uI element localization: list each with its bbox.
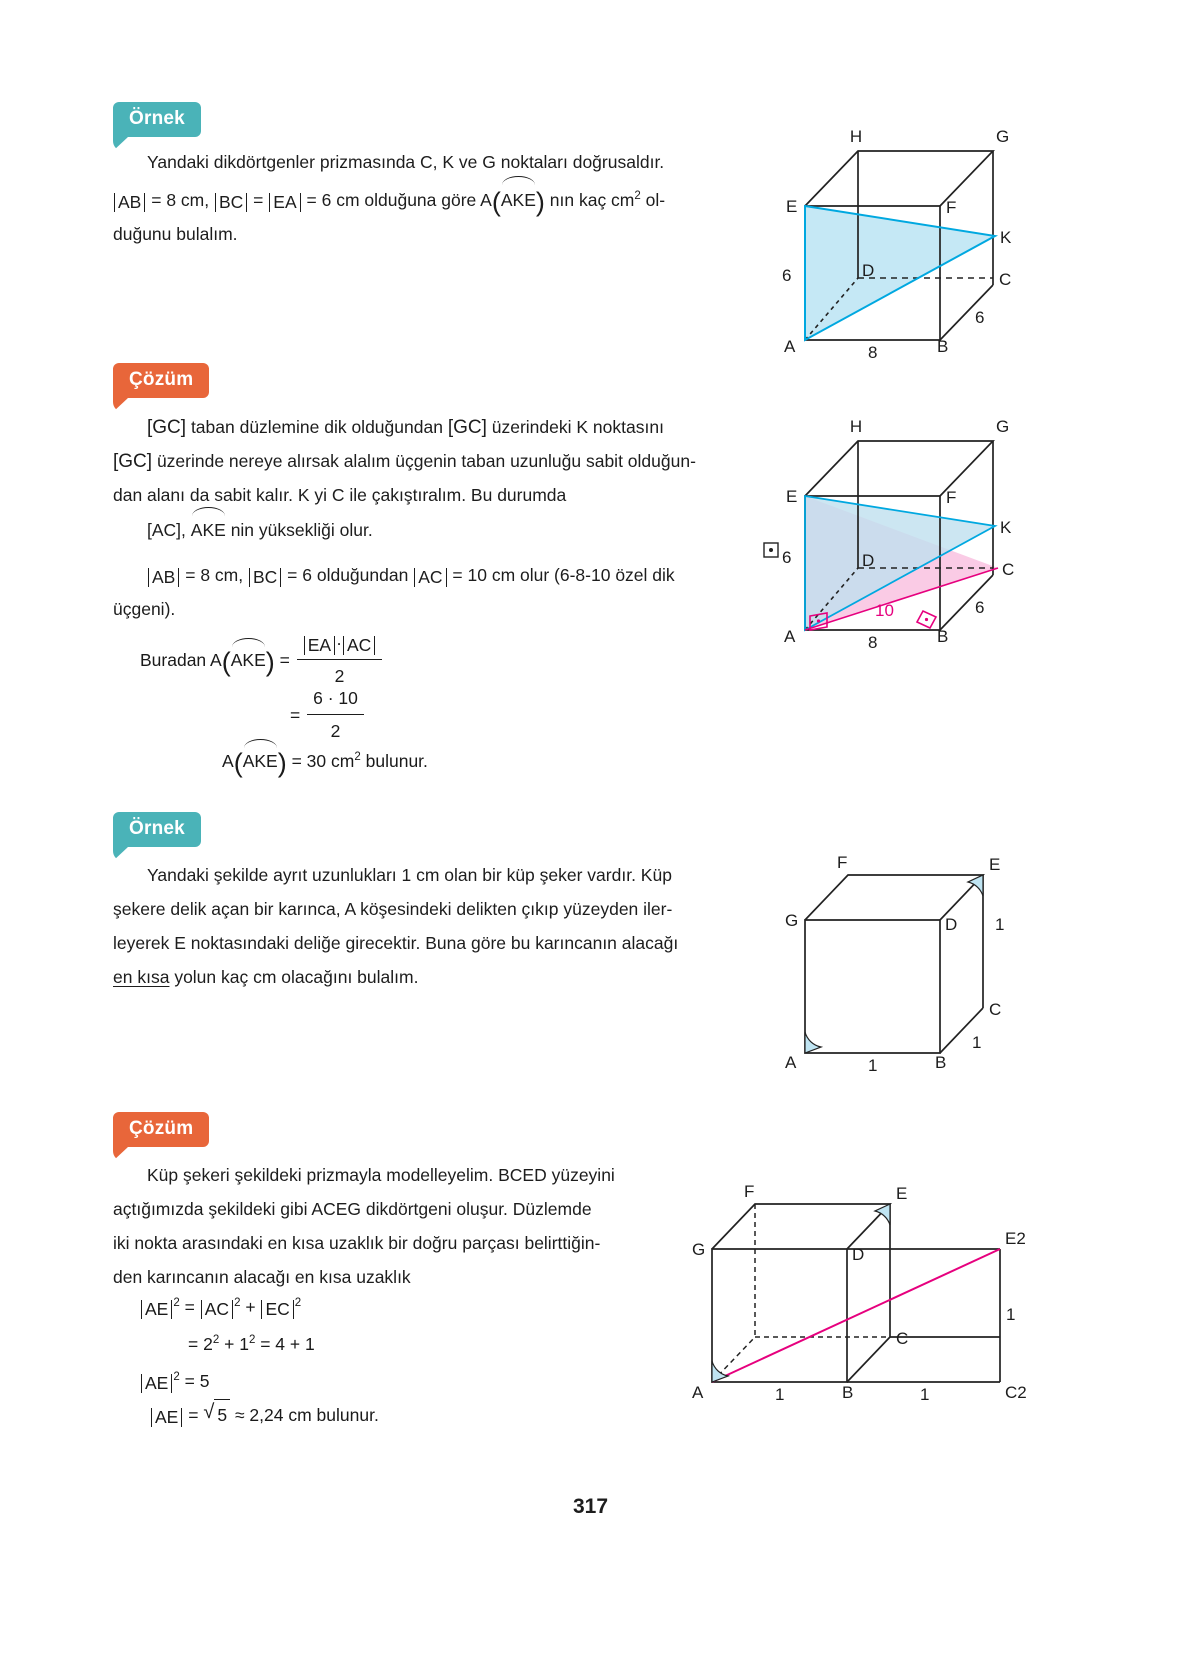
page-number: 317: [572, 1495, 609, 1518]
eq1-equals: =: [279, 650, 290, 671]
abs-EA: EA: [269, 193, 300, 212]
figure-prism-1: [780, 118, 1040, 368]
label-D: D: [862, 261, 875, 280]
ornek2-line4-rest: yolun kaç cm olacağını bulalım.: [174, 967, 419, 987]
sqrt-5: √ 5: [203, 1399, 230, 1430]
ornek1-l2p4: ol-: [645, 189, 666, 210]
label-F: F: [946, 198, 957, 217]
eq3-bulunur: bulunur.: [365, 750, 428, 771]
eq2b-end: = 4 + 1: [260, 1333, 315, 1354]
edge3-label-bottom: 1: [868, 1056, 878, 1075]
abs-AC-3: AC: [201, 1300, 233, 1319]
eq3-paren-close: ): [277, 747, 287, 778]
perpendicular-icon: [764, 543, 778, 557]
label2-G: G: [996, 417, 1010, 436]
label3-D: D: [945, 915, 958, 934]
label-A: A: [784, 337, 796, 356]
eq-AE-equals: =: [184, 1296, 195, 1317]
cozum1-eq3: [222, 742, 428, 776]
eq1-fraction: [297, 628, 383, 691]
eq4b-approx: ≈ 2,24 cm bulunur.: [234, 1405, 379, 1425]
label-E: E: [786, 197, 798, 216]
ornek1-line3: duğunu bulalım.: [113, 223, 238, 244]
cozum2-eq4: [150, 1399, 379, 1430]
arc-AKE-2: AKE: [191, 512, 226, 546]
cozum1-eq2: [290, 685, 366, 748]
ornek2-line4-underlined: en kısa: [113, 967, 170, 987]
eq3-value: = 30 cm: [291, 750, 355, 771]
eq-plus: +: [245, 1296, 256, 1317]
edge-label-depth: 6: [975, 308, 985, 327]
eq2b-mid: + 1: [224, 1333, 249, 1354]
label3-G: G: [785, 911, 799, 930]
ornek1-l2p3: nın kaç cm: [549, 189, 635, 210]
label4-D: D: [852, 1245, 865, 1264]
label-H: H: [849, 127, 863, 146]
edge3-label-right: 1: [995, 915, 1005, 934]
abs-AE-3: AE: [151, 1408, 182, 1427]
ornek2-line1: Yandaki şekilde ayrıt uzunlukları 1 cm olan bir küp şeker vardır. Küp: [147, 865, 672, 885]
cozum1-l2: üzerinde nereye alırsak alalım üçgenin taban uzunluğu sabit olduğun-: [156, 451, 696, 471]
cozum-tag-1: Çözüm: [113, 363, 209, 398]
label3-A: A: [785, 1053, 797, 1072]
paren-open: (: [491, 186, 501, 217]
edge4-label-bottom-left: 1: [775, 1385, 785, 1404]
ornek1-l2p1: = 8 cm,: [151, 189, 210, 210]
eq2-numerator: 6 · 10: [307, 683, 364, 715]
eq-AE-sup: 2: [173, 1297, 180, 1309]
eq3-paren-open: (: [233, 747, 243, 778]
abs-EA-2: EA: [304, 636, 335, 655]
label4-E2: E2: [1005, 1229, 1026, 1248]
label2-A: A: [784, 627, 796, 646]
net-hidden-edges: [712, 1204, 890, 1382]
label2-F: F: [946, 488, 957, 507]
edge2-label-width: 8: [868, 633, 878, 652]
cozum2-line1: Küp şekeri şekildeki prizmayla modelleyelim. BCED yüzeyini: [147, 1165, 615, 1185]
cozum2-eq2: [188, 1325, 315, 1359]
abs-AC-2: AC: [343, 636, 375, 655]
net-edges: [712, 1204, 1000, 1382]
ornek1-line1: Yandaki dikdörtgenler prizmasında C, K ve G noktaları doğrusaldır.: [147, 152, 665, 172]
ornek2-line3: leyerek E noktasındaki deliğe girecektir. Buna göre bu karıncanın alacağı: [113, 933, 679, 953]
seg-GC-2: [GC]: [447, 417, 487, 438]
cube-edges: [805, 875, 983, 1053]
abs-AE: AE: [141, 1300, 172, 1319]
label4-C: C: [896, 1329, 909, 1348]
eq3b-val: = 5: [184, 1370, 210, 1391]
cozum1-l3: dan alanı da sabit kalır. K yi C ile çakıştıralım. Bu durumda: [113, 485, 567, 505]
cozum2-line2: açtığımızda şekildeki gibi ACEG dikdörtgeni oluşur. Düzlemde: [113, 1199, 592, 1219]
edge4-label-right: 1: [1006, 1305, 1016, 1324]
edge-label-height: 6: [782, 266, 792, 285]
cozum1-l5p3: = 10 cm olur (6-8-10 özel dik: [452, 565, 675, 585]
eq3b-sup: 2: [173, 1371, 180, 1383]
cozum1-height-line: [113, 512, 763, 546]
label4-F: F: [744, 1182, 755, 1201]
ornek1-sup: 2: [634, 190, 641, 202]
eq2b-start: = 2: [188, 1333, 213, 1354]
eq-EC-sup: 2: [294, 1297, 302, 1309]
label3-C: C: [989, 1000, 1002, 1019]
label4-E: E: [896, 1184, 908, 1203]
angle-markers-cube: [805, 875, 983, 1053]
cozum2-line3: iki nokta arasındaki en kısa uzaklık bir doğru parçası belirttiğin-: [113, 1233, 601, 1253]
cozum1-l4b: nin yüksekliği olur.: [230, 520, 373, 540]
label3-F: F: [837, 853, 848, 872]
edge2-label-diagonal: 10: [875, 601, 894, 620]
eq2b-sup2: 2: [248, 1334, 256, 1346]
eq2-fraction: [307, 683, 364, 746]
label4-A: A: [692, 1383, 704, 1402]
cozum2-line4: den karıncanın alacağı en kısa uzaklık: [113, 1267, 411, 1287]
label-C: C: [999, 270, 1012, 289]
abs-AC: AC: [414, 568, 446, 587]
ornek1-text: [113, 145, 763, 251]
seg-GC-3: [GC]: [113, 451, 153, 472]
label3-B: B: [935, 1053, 947, 1072]
eq1-denominator: 2: [334, 666, 345, 686]
cozum1-l5p2: = 6 olduğundan: [287, 565, 409, 585]
cozum1-l4a: [AC],: [147, 520, 186, 540]
paren-close: ): [535, 186, 545, 217]
eq2-equals: =: [290, 705, 301, 726]
label2-C: C: [1002, 560, 1015, 579]
cozum1-text: [113, 410, 763, 512]
label4-B: B: [842, 1383, 854, 1402]
figure-prism-2: [780, 408, 1045, 658]
label2-H: H: [849, 417, 863, 436]
edge2-label-depth: 6: [975, 598, 985, 617]
eq4b-equals: =: [188, 1405, 199, 1425]
eq1-paren-close: ): [265, 647, 275, 678]
eq1-numerator: [297, 628, 383, 660]
label3-E: E: [989, 855, 1001, 874]
eq1-label: Buradan A: [140, 650, 222, 671]
ornek1-l2p2: = 6 cm olduğuna göre A: [306, 189, 492, 210]
figure-net-4: [692, 1160, 1030, 1410]
cozum2-eq3: [140, 1362, 209, 1396]
arc-AKE-3: AKE: [231, 643, 266, 675]
abs-AB-2: AB: [148, 568, 179, 587]
edge3-label-depth: 1: [972, 1033, 982, 1052]
triangle-AEK-fill: [805, 206, 995, 340]
ornek-tag-1: Örnek: [113, 102, 201, 137]
label-B: B: [937, 337, 949, 356]
seg-GC-1: [GC]: [147, 417, 187, 438]
abs-AB: AB: [114, 193, 145, 212]
abs-BC-2: BC: [249, 568, 281, 587]
ornek-tag-2: Örnek: [113, 812, 201, 847]
ornek2-text: [113, 858, 763, 994]
eq1-paren-open: (: [221, 647, 231, 678]
label2-D: D: [862, 551, 875, 570]
label-K: K: [1000, 228, 1012, 247]
cozum2-eq1: [140, 1288, 301, 1322]
eq2-denominator: 2: [330, 721, 341, 741]
edge-label-width: 8: [868, 343, 878, 362]
label4-C2: C2: [1005, 1383, 1027, 1402]
label2-K: K: [1000, 518, 1012, 537]
figure-cube-3: [785, 848, 1035, 1073]
abs-BC: BC: [215, 193, 247, 212]
cozum1-l1b: üzerindeki K noktasını: [491, 417, 664, 437]
edge2-label-height: 6: [782, 548, 792, 567]
cozum2-text: [113, 1158, 688, 1294]
ornek1-l2eq: =: [253, 189, 264, 210]
cozum-tag-2: Çözüm: [113, 1112, 209, 1147]
eq2b-sup1: 2: [212, 1334, 220, 1346]
net-angle-markers: [712, 1204, 890, 1382]
label4-G: G: [692, 1240, 706, 1259]
eq1-dot: ·: [336, 633, 342, 653]
arc-AKE-4: AKE: [243, 744, 278, 776]
label-G: G: [996, 127, 1010, 146]
abs-AE-2: AE: [141, 1374, 172, 1393]
cozum1-lengths: [113, 558, 763, 626]
abs-EC: EC: [261, 1300, 293, 1319]
cozum1-l6: üçgeni).: [113, 599, 176, 619]
arc-AKE: AKE: [501, 181, 536, 217]
eq3-sup: 2: [354, 751, 361, 763]
eq-AC-sup: 2: [234, 1297, 241, 1309]
label2-E: E: [786, 487, 798, 506]
eq3-A: A: [222, 750, 234, 771]
edge4-label-bottom-right: 1: [920, 1385, 930, 1404]
cozum1-l1a: taban düzlemine dik olduğundan: [190, 417, 443, 437]
cozum1-l5p1: = 8 cm,: [185, 565, 244, 585]
label2-B: B: [937, 627, 949, 646]
ornek2-line2: şekere delik açan bir karınca, A köşesindeki delikten çıkıp yüzeyden iler-: [113, 899, 673, 919]
